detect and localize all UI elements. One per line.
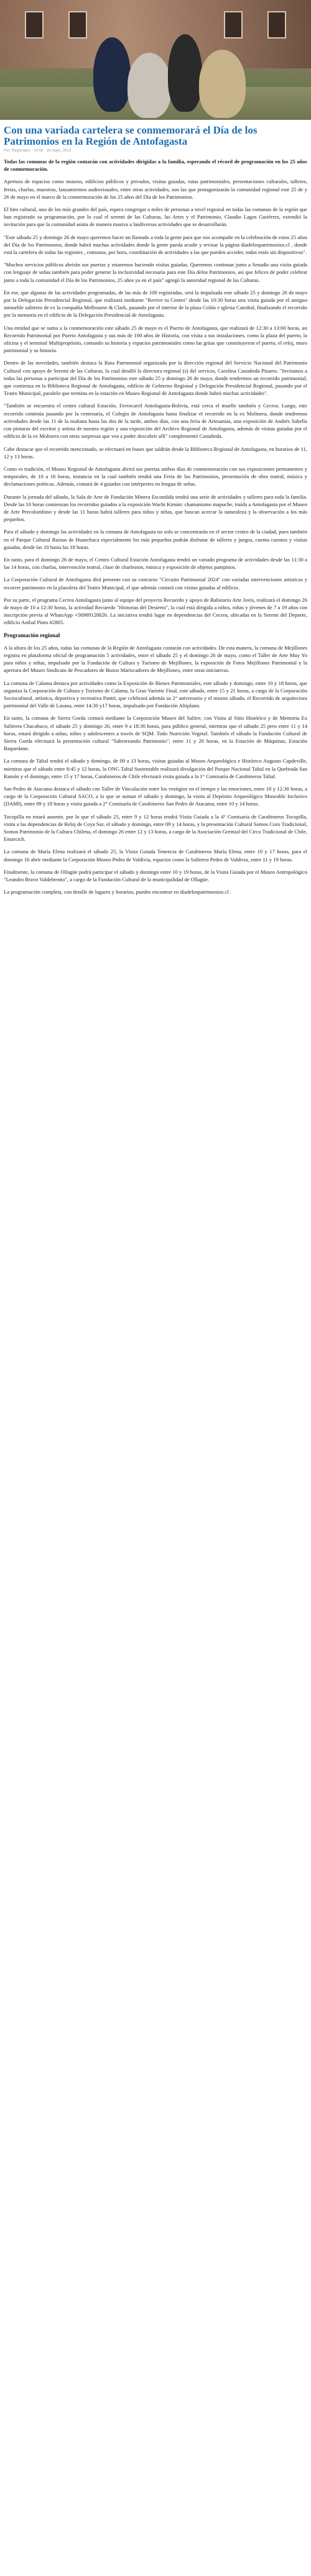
paragraph: Una entidad que se suma a la conmemoración este sábado 25 de mayo es el Puerto de Antofagasta, que realizará de 12:30 a 13:00 horas, un Recorrido Patrimonial por Puerto Antofagasta y sus más de 100 años de Historia, con visita a sus instalaciones, como la plaza del puerto, la oficina y el terminal Multipropósito, contando su historia y espacios patrimoniales como las grúas que constituyeron el puerto, el reloj, muro patrimonial y su historia. (4, 324, 307, 354)
article-meta: Por: Regionales · 14:08 · 18 mayo, 2023 (4, 149, 72, 153)
paragraphs-regional (4, 644, 307, 896)
paragraph: La comuna de Taltal tendrá el sábado y domingo, de 09 a 13 horas, visitas guiadas al Museo Arqueológico e Histórico Augusto Capdeville, mientras que el sábado entre 8:45 y 12 horas, la ONG Taltal Sustentable realizará divulgación del Parque Nacional Taltal en la Quebrada San Ramón y el domingo, entre 15 y 17 horas, Carabineros de Chile efectuará visita guiada a la 1° Comisaría de Carabineros Taltal. (4, 758, 307, 779)
article-title: Con una variada cartelera se conmemorará el Día de los Patrimonios en la Región de Antofagasta (4, 124, 258, 147)
paragraph: Apertura de espacios como museos, edificios públicos y privados, visitas guiadas, rutas patrimoniales, presentaciones culturales, talleres, ferias, charlas, muestras, lanzamientos audiovisuales, entre otras actividades, son las que protagonizarán la comunidad regional este 25 de y 26 de mayo en el marco de la conmemoración de los 25 años del Día de los Patrimonios. (4, 178, 307, 200)
paragraph: La comuna de María Elena realizará el sábado 25, la Visita Guiada Tenencia de Carabineros María Elena, entre 10 y 17 horas, para el domingo 16 abrir mediante la Corporación Museo Pedro de Valdivia, espacios como la Salitrera Pedro de Valdivia, entre 11 y 19 horas. (4, 848, 307, 863)
paragraph: San Pedro de Atacama destaca el sábado con Taller de Vinculación entre los vestigios en el tiempo y las emociones, entre 10 y 12:30 horas, a cargo de la Corporación Cultural SACO, a lo que se suman el sábado y domingo, la visita al Depósito Arqueológico Museable Inclusivo (DAMI), entre 09 y 18 horas y visita guiada a 2° Comisaría de Carabineros San Pedro de Atacama, entre 10 y 14 horas. (4, 786, 307, 807)
paragraph: En tanto, la comuna de Sierra Gorda contará mediante la Corporación Museo del Salitre, con Visita al Sitio Histórico y de Memoria Ex Salitrera Chacabuco, el sábado 25 y domingo 26, entre 9 a 18:30 horas, para público general, mientras que el sábado 25 pero entre 11 y 14 horas, estará dirigido a niñas, niños y adolescentes a través de SQM. Todo Nutrición Vegetal. También el sábado la Fundación Cultural de Sierra Gorda efectuará la presentación cultural "Sabroreando Patrimonio", entre 11 y 20 horas, en la Estación de Máquinas, Estación Baquedano. (4, 715, 307, 752)
paragraph: La Corporación Cultural de Antofagasta dirá presente con su concurso "Circuito Patrimonial 2024" con variadas intervenciones artísticas y recorrer patrimonio en la plazoleta del Teatro Municipal, el que además contará con visitas guiadas al edificio. (4, 576, 307, 591)
paragraph: "También se encuentra el centro cultural Estación, Ferrocarril Antofagasta-Bolivia, está cerca el muelle también y Cecrea. Luego, este recorrido continúa pasando por la centenaria, el Colegio de Antofagasta hasta finalizar el recorrido en la ex Molinera, donde tendremos actividades desde las 11 de la mañana hasta las dos de la tarde, ambos días, con una feria de Artesanías, una exposición de Andrés Sabella con pinturas del escritor y artista de nuestra región y una exposición del Archivo Regional de Antofagasta, además de visitas guiadas por el edificio de la ex Molinera con otras sorpresas que vea a poder descubrir allí" complementó Castañeda. (4, 402, 307, 440)
paragraph: Por su parte, el programa Cecrea Antofagasta junto al equipo del proyecto Recuerdo y apoyo de Balneario Arte Jovis, realizará el domingo 26 de mayo de 10 a 12:30 horas, la actividad Recuerdo "Historias del Desierto", la cual está dirigida a niños, niñas y jóvenes de 7 a 19 años con inscripción previa al WhatsApp +56989128826. La iniciativa tendrá lugar en dependencias del Cecrea, ubicadas en la Seremi del Deporte, edificio Anibal Pinto #2805. (4, 596, 307, 626)
section-heading: Programación regional (4, 632, 60, 638)
paragraph: Como es tradición, el Museo Regional de Antofagasta abrirá sus puertas ambos días de conmemoración con sus exposiciones permanentes y temporales, de 10 a 16 horas, instancia en la cual también tendrá una Feria de los Patrimonios, presentación de obra teatral, música y declamaciones poéticas. Además, contará de 4 guiados con intérpretes en lengua de señas. (4, 465, 307, 488)
paragraph: En tanto, para el domingo 26 de mayo, el Centro Cultural Estación Antofagasta tendrá un variado programa de actividades desde las 11:30 a las 14 horas, con charlas, intervención teatral, clase de charleston, música y exposición de objetos pampinos. (4, 556, 307, 571)
paragraph: A la altura de los 25 años, todas las comunas de la Región de Antofagasta contarán con actividades. De esta manera, la comuna de Mejillones registra en plataforma oficial de programación 5 actividades, entre el sábado 25 y el domingo 26 de mayo, como el Taller de Arte Muy Yo para niños y niñas, impulsado por la Fundación de Cultura y Turismo de Mejillones, la exposición de Fotos Mejillones Patrimonial y la apertura del Museo Sindicato de Pescadores de Buzos Mariscadores de Mejillones, entre otras iniciativas. (4, 644, 307, 674)
paragraph: Para el sábado y domingo las actividades en la comuna de Antofagasta no solo se concentrarán en el sector centro de la ciudad, pues también en el Parque Cultural Ruinas de Huanchaca especialmente los más pequeños podrán disfrutar de talleres y juegos, cuenta cuentos y visitas guiadas, desde las 10 hasta las 18 horas. (4, 528, 307, 550)
paragraphs-main (4, 178, 307, 626)
paragraph: Tocopilla en estará ausente, por lo que el sábado 25, entre 9 y 12 horas tendrá Visita Guiada a la 4° Comisaría de Carabineros Tocopilla, visita a las dependencias de Reloj de Coya Sur, el sábado y domingo, entre 09 y 14 horas, y la presentación Cultural Somos Coro Tradicional, Somos Patrimonio de la Cultura Chilena, el domingo 26 entre 12 y 13 horas, a cargo de la Asociación Gremial del Circo Tradicional de Chile, Emarcich. (4, 813, 307, 843)
paragraph: "Muchos servicios públicos abrirán sus puertas y estaremos haciendo visitas guiadas. Queremos continuar junto a Senadis una visita guiada con lenguaje de señas también para poder generar la inclusividad necesaria para este Día delos Patrimonios, así que felices de poder celebrar junto a toda la comunidad el Día de los Patrimonios, 25 años ya en el país" agregó la autoridad regional de las Culturas. (4, 261, 307, 283)
paragraph: Cabe destacar que el recorrido mencionado, se efectuará en buses que saldrán desde la Biblioteca Regional de Antofagasta, en horarios de 11, 12 y 13 horas. (4, 445, 307, 460)
hero-image (0, 0, 311, 120)
paragraph: La programación completa, con detalle de lugares y horarios, puedes encontrar en diadelospatrimonios.cl . (4, 889, 231, 896)
paragraph: "Este sábado 25 y domingo 26 de mayo queremos hacer un llamado a toda la gente para que nos acompañe en la celebración de estos 25 años del Día de los Patrimonios, donde habrá muchas actividades donde la gente pueda acudir y revisar la página diadelospatrimonios.cl , donde está la cartelera de todas las regiones , comunas, por hora, coordinación de actividades a las que pueden acceder, todas estás sin dispositivos". (4, 234, 307, 256)
article-lead: Todas las comunas de la región contarán con actividades dirigidas a la familia, esperando el récord de programación en los 25 años de conmemoración. (4, 158, 307, 173)
article-body (0, 158, 311, 896)
paragraph: En ese, que algunas de las actividades programadas, de las más de 100 registradas, será la impulsada este sábado 25 y domingo 26 de mayo por la Delegación Presidencial Regional, que realizará mediante "Revive tu Centro" desde las 10:30 horas una visita guiada por el antiguo inmueble salitrero de ex la compañía Melbourne & Clark, pasando por el interior de la plaza Colón e iglesia Catedral, finalizando el recorrido por la memoria en el edificio de la Delegación Presidencial de Antofagasta. (4, 289, 307, 319)
paragraph: Durante la jornada del sábado, la Sala de Arte de Fundación Minera Escondida tendrá una serie de actividades y talleres para toda la familia. Desde las 10 horas comienzan los recorridos guiados a la exposición Wachi Kimún: chamanismo mapuche, traída a Antofagasta por el Museo de Arte Precolombino y desde las 11 horas habrá talleres para niños y niñas, que buscan acercar la naturaleza y la observación a los más pequeños. (4, 493, 307, 523)
paragraph: La comuna de Calama destaca por actividades como la Exposición de Bienes Patrimoniales, este sábado y domingo, entre 10 y 18 horas, que organiza la Corporación de Cultura y Turismo de Calama, la Gran Variette Final, este sábado, entre 15 y 21 horas, a cargo de la Corporación Sociocultural, artística, deportiva y recreativa Pantri, que celebrará además su 2° aniversario y el mismo sábado, el Recorrido de arquitectura patrimonial del Valle de Lasana, entre 14:30 y17 horas, impulsado por Fundación Altiplano. (4, 679, 307, 709)
paragraph: Dentro de las novedades, también destaca la Ruta Patrimonial organizada por la dirección regional del Servicio Nacional del Patrimonio Cultural con apoyo de Seremi de las Culturas, la cual detalló la directora regional (s) del servicio, Carolina Castañeda Pizarro. "Invitamos a todas las personas a participar del Día de los Patrimonios este sábado 25 y domingo 26 de mayo, donde tendremos un recorrido patrimonial, que comienza en la Biblioteca Regional de Antofagasta, edificio de Gobierno Regional y Delegación Presidencial Regional, pasando por el Teatro Municipal, paralelo que termina en la estación en Museo Regional de Antofagasta donde habrá muchas actividades". (4, 360, 307, 397)
paragraph: Finalmente, la comuna de Ollagüe podrá participar el sábado y domingo entre 10 y 19 horas, de la Visita Guiada por el Museo Antropológico "Leandro Bravo Valdebenito", a cargo de la Fundación Cultural de la municipalidad de Ollagüe. (4, 868, 307, 883)
paragraph: El hito cultural, uno de los más grandes del país, espera congregar a miles de personas a nivel regional en todas las comunas de la región que han registrado su programación, por lo cual el seremi de las Culturas, las Artes y el Patrimonio, Claudio Lagos Gutiérrez, extendió la invitación para que la comunidad asista de manera masiva a lasdiversas actividades que se desarrollarán. (4, 206, 307, 228)
